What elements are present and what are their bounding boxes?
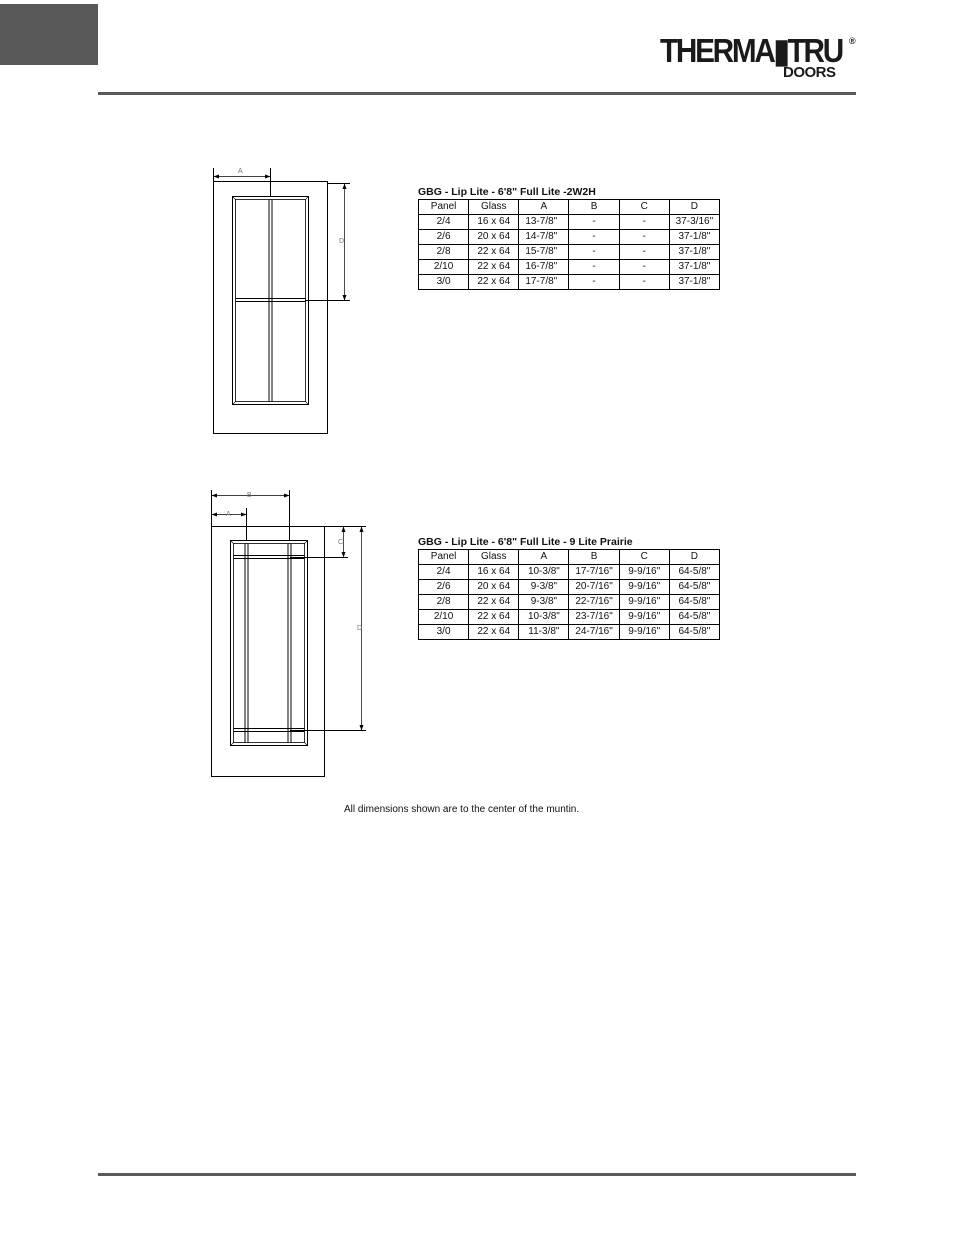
table-cell: - — [619, 215, 669, 230]
table-cell: 22 x 64 — [469, 625, 519, 640]
dimensions-footnote: All dimensions shown are to the center of the muntin. — [344, 804, 580, 815]
table-cell: 9-3/8" — [519, 580, 569, 595]
table-row — [419, 610, 720, 625]
table-cell: 22 x 64 — [469, 595, 519, 610]
table-cell: 10-3/8" — [519, 610, 569, 625]
table-cell: 2/4 — [419, 215, 469, 230]
table-cell: 37-1/8" — [669, 275, 719, 290]
dimension-table — [418, 549, 720, 640]
header-cell: Panel — [419, 200, 469, 215]
table-cell: 17-7/8" — [519, 275, 569, 290]
table-cell: 37-1/8" — [669, 245, 719, 260]
table-cell: 22 x 64 — [469, 610, 519, 625]
table-cell: 23-7/16" — [569, 610, 619, 625]
corner-tab-block — [0, 4, 98, 65]
lite-frame-inner — [234, 544, 305, 743]
table-cell: - — [619, 245, 669, 260]
lite-frame-outer — [231, 541, 308, 746]
dim-label-c: C — [338, 539, 344, 546]
header-cell: A — [519, 200, 569, 215]
table-row — [419, 565, 720, 580]
table-cell: 64-5/8" — [669, 580, 719, 595]
table-row — [419, 260, 720, 275]
dim-label-b: B — [247, 492, 252, 499]
table-cell: 11-3/8" — [519, 625, 569, 640]
table-cell: 2/4 — [419, 565, 469, 580]
table-cell: 17-7/16" — [569, 565, 619, 580]
dim-label-d: D — [339, 238, 345, 245]
lite-frame-inner — [236, 200, 306, 402]
table-cell: 2/10 — [419, 260, 469, 275]
table-cell: 24-7/16" — [569, 625, 619, 640]
table-cell: - — [619, 275, 669, 290]
table-cell: 9-3/8" — [519, 595, 569, 610]
table-cell: 64-5/8" — [669, 565, 719, 580]
table-row — [419, 580, 720, 595]
table-cell: - — [569, 215, 619, 230]
door-outline — [212, 527, 325, 777]
table-cell: 20-7/16" — [569, 580, 619, 595]
door-outline — [214, 182, 328, 434]
table-cell: 22-7/16" — [569, 595, 619, 610]
table-cell: 10-3/8" — [519, 565, 569, 580]
table-cell: 22 x 64 — [469, 275, 519, 290]
table-cell: 37-1/8" — [669, 260, 719, 275]
table-cell: 2/8 — [419, 595, 469, 610]
table-cell: 2/6 — [419, 580, 469, 595]
table-cell: 37-1/8" — [669, 230, 719, 245]
logo-doors-text: DOORS — [783, 64, 836, 81]
logo-registered-mark: ® — [849, 36, 856, 46]
spec-table-title: GBG - Lip Lite - 6'8" Full Lite -2W2H — [418, 186, 596, 198]
table-row — [419, 275, 720, 290]
table-cell: - — [569, 260, 619, 275]
table-cell: - — [569, 275, 619, 290]
table-cell: 2/8 — [419, 245, 469, 260]
dim-label-a: A — [226, 511, 231, 518]
header-cell: C — [619, 200, 669, 215]
table-cell: 64-5/8" — [669, 625, 719, 640]
header-cell: B — [569, 550, 619, 565]
lite-frame-outer — [233, 197, 309, 405]
table-cell: 64-5/8" — [669, 610, 719, 625]
table-cell: 9-9/16" — [619, 625, 669, 640]
table-cell: 20 x 64 — [469, 580, 519, 595]
dim-label-a: A — [238, 168, 243, 175]
footer-rule — [98, 1173, 856, 1176]
table-cell: 13-7/8" — [519, 215, 569, 230]
table-row — [419, 215, 720, 230]
table-cell: 64-5/8" — [669, 595, 719, 610]
table-cell: - — [619, 260, 669, 275]
header-cell: B — [569, 200, 619, 215]
dim-label-d: D — [357, 625, 363, 632]
table-cell: 14-7/8" — [519, 230, 569, 245]
dimension-table — [418, 199, 720, 290]
table-cell: 16 x 64 — [469, 215, 519, 230]
table-row — [419, 230, 720, 245]
logo-wordmark: THERMA▮TRU — [660, 32, 842, 69]
table-cell: - — [619, 230, 669, 245]
table-cell: 37-3/16" — [669, 215, 719, 230]
table-cell: 9-9/16" — [619, 580, 669, 595]
table-cell: 2/10 — [419, 610, 469, 625]
header-cell: A — [519, 550, 569, 565]
table-row — [419, 595, 720, 610]
table-cell: 9-9/16" — [619, 595, 669, 610]
table-header-row — [419, 550, 720, 565]
table-cell: 20 x 64 — [469, 230, 519, 245]
header-cell: Panel — [419, 550, 469, 565]
table-row — [419, 625, 720, 640]
header-rule — [98, 92, 856, 95]
header-cell: C — [619, 550, 669, 565]
table-cell: 3/0 — [419, 275, 469, 290]
header-cell: Glass — [469, 200, 519, 215]
table-cell: 3/0 — [419, 625, 469, 640]
table-cell: 15-7/8" — [519, 245, 569, 260]
table-cell: 16-7/8" — [519, 260, 569, 275]
table-header-row — [419, 200, 720, 215]
table-row — [419, 245, 720, 260]
therma-tru-logo — [660, 34, 860, 84]
table-cell: 9-9/16" — [619, 610, 669, 625]
table-cell: 9-9/16" — [619, 565, 669, 580]
table-cell: 22 x 64 — [469, 245, 519, 260]
spec-table-2w2h — [418, 185, 720, 290]
header-cell: D — [669, 550, 719, 565]
header-cell: D — [669, 200, 719, 215]
spec-table-title: GBG - Lip Lite - 6'8" Full Lite - 9 Lite Prairie — [418, 536, 633, 548]
table-cell: 22 x 64 — [469, 260, 519, 275]
table-cell: - — [569, 245, 619, 260]
header-cell: Glass — [469, 550, 519, 565]
table-cell: 2/6 — [419, 230, 469, 245]
spec-table-9-lite-prairie — [418, 535, 720, 640]
table-cell: 16 x 64 — [469, 565, 519, 580]
table-cell: - — [569, 230, 619, 245]
